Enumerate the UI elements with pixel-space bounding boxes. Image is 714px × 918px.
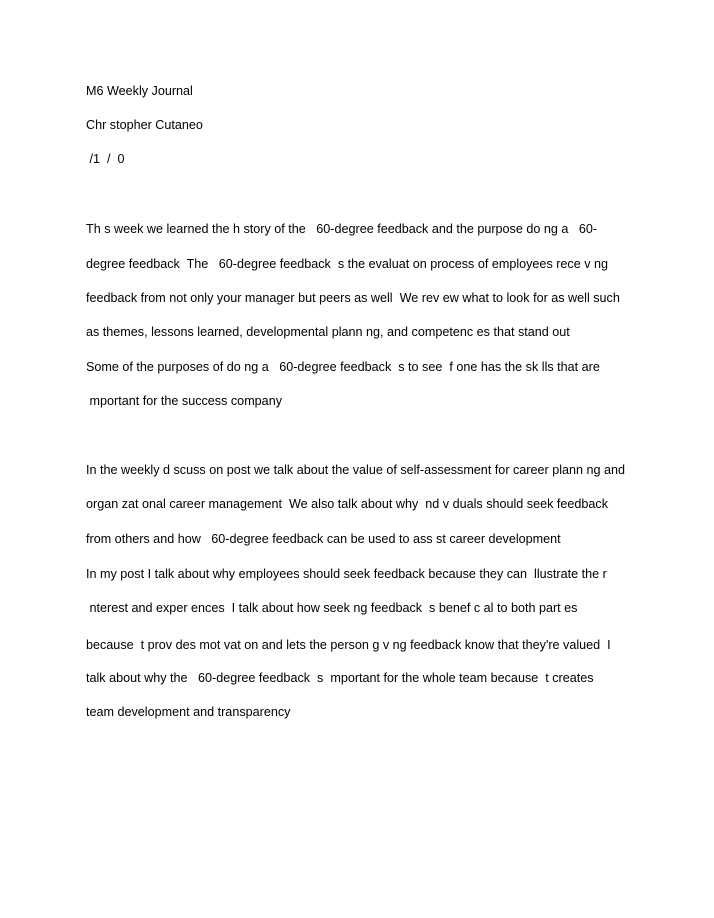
text-line: Some of the purposes of do ng a 60-degree feedback s to see f one has the sk lls that are xyxy=(86,360,600,374)
document-title: M6 Weekly Journal xyxy=(86,84,193,98)
text-line: nterest and exper ences I talk about how seek ng feedback s benef c al to both part es xyxy=(86,601,578,615)
text-line: as themes, lessons learned, developmental plann ng, and competenc es that stand out xyxy=(86,325,570,339)
text-line: because t prov des mot vat on and lets the person g v ng feedback know that they're valued I xyxy=(86,638,611,652)
text-line: Th s week we learned the h story of the 60-degree feedback and the purpose do ng a 60- xyxy=(86,222,598,236)
text-line: mportant for the success company xyxy=(86,394,282,408)
text-line: talk about why the 60-degree feedback s mportant for the whole team because t creates xyxy=(86,671,594,685)
document-date: /1 / 0 xyxy=(86,152,125,166)
author-name: Chr stopher Cutaneo xyxy=(86,118,203,132)
text-line: from others and how 60-degree feedback can be used to ass st career development xyxy=(86,532,561,546)
text-line: organ zat onal career management We also talk about why nd v duals should seek feedback xyxy=(86,497,609,511)
text-line: team development and transparency xyxy=(86,705,291,719)
text-line: In my post I talk about why employees should seek feedback because they can llustrate the r xyxy=(86,567,607,581)
text-line: degree feedback The 60-degree feedback s the evaluat on process of employees rece v ng xyxy=(86,257,609,271)
text-line: In the weekly d scuss on post we talk about the value of self-assessment for career plann ng and xyxy=(86,463,626,477)
text-line: feedback from not only your manager but peers as well We rev ew what to look for as well such xyxy=(86,291,620,305)
